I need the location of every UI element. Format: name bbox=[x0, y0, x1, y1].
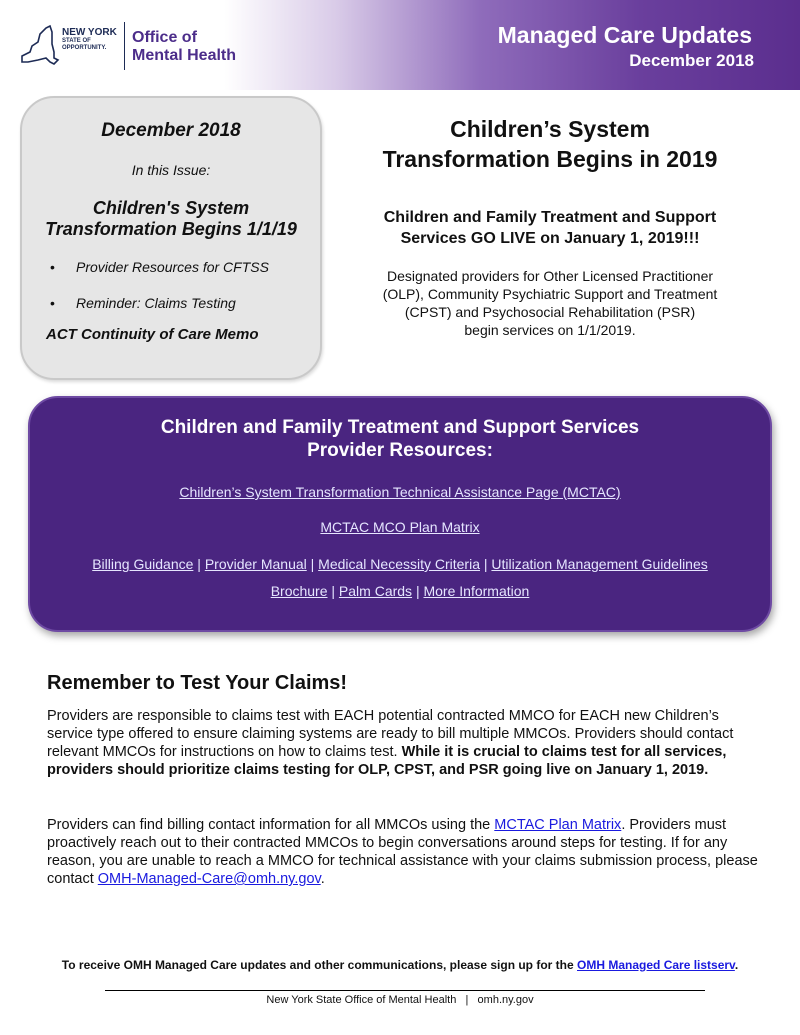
footer-divider bbox=[105, 990, 705, 991]
claims-title: Remember to Test Your Claims! bbox=[47, 672, 348, 694]
billing-guidance-link[interactable]: Billing Guidance bbox=[92, 556, 194, 572]
brochure-link[interactable]: Brochure bbox=[270, 583, 328, 599]
list-item: • Provider Resources for CFTSS bbox=[50, 259, 269, 275]
resources-row-3 bbox=[30, 556, 770, 572]
bullet-icon: • bbox=[50, 295, 55, 311]
article-title: Children’s System Transformation Begins in 2019 bbox=[382, 116, 718, 172]
issue-footer-item: ACT Continuity of Care Memo bbox=[46, 326, 259, 343]
um-guidelines-link[interactable]: Utilization Management Guidelines bbox=[491, 556, 708, 572]
listserv-note: To receive OMH Managed Care updates and other communications, please sign up for the OMH Managed Care listserv. bbox=[61, 958, 739, 972]
separator: | bbox=[197, 556, 201, 572]
issue-date: December 2018 bbox=[101, 120, 241, 141]
claims-paragraph-1: Providers are responsible to claims test with EACH potential contracted MMCO for EACH new Children’s service type offered to ensure claiming systems are ready to bill multiple MMCOs. Providers should contact relevant MMCOs for instructions on how to claims test. While it is crucial to claims test for all services, providers should prioritize claims testing for OLP, CPST, and PSR going live on January 1, 2019. bbox=[47, 708, 734, 778]
claims-paragraph-2: Providers can find billing contact information for all MMCOs using the MCTAC Plan Matrix. Providers must proactively reach out to their contracted MMCOs to begin conversations around steps for testing. If for any reason, you are unable to reach a MMCO for technical assistance with your claims submission process, please contact OMH-Managed-Care@omh.ny.gov. bbox=[47, 817, 758, 887]
issue-label: In this Issue: bbox=[131, 162, 211, 178]
ny-state-map-icon bbox=[18, 22, 60, 70]
issue-list bbox=[50, 258, 269, 330]
issue-headline: Children's System Transformation Begins 1/1/19 bbox=[45, 198, 297, 239]
ny-state-wordmark: NEW YORK STATE OF OPPORTUNITY. bbox=[62, 27, 117, 51]
list-item: • Reminder: Claims Testing bbox=[50, 295, 236, 311]
provider-resources-box bbox=[28, 396, 772, 632]
more-info-link[interactable]: More Information bbox=[423, 583, 530, 599]
omh-email-link[interactable]: OMH-Managed-Care@omh.ny.gov bbox=[97, 871, 321, 887]
resources-row-1 bbox=[30, 484, 770, 500]
provider-manual-link[interactable]: Provider Manual bbox=[204, 556, 307, 572]
palm-cards-link[interactable]: Palm Cards bbox=[338, 583, 413, 599]
logo-divider bbox=[124, 22, 125, 70]
article-body: Designated providers for Other Licensed Practitioner (OLP), Community Psychiatric Support and Treatment (CPST) and Psychosocial Rehabilitation (PSR) begin services on 1/1/2019. bbox=[382, 268, 718, 338]
medical-necessity-link[interactable]: Medical Necessity Criteria bbox=[318, 556, 480, 572]
separator: | bbox=[483, 556, 488, 572]
plan-matrix-inline-link[interactable]: MCTAC Plan Matrix bbox=[494, 817, 622, 833]
mctac-page-link[interactable]: Children’s System Transformation Technical Assistance Page (MCTAC) bbox=[179, 484, 621, 500]
header-banner bbox=[0, 0, 800, 90]
separator: | bbox=[415, 583, 420, 599]
plan-matrix-link[interactable]: MCTAC MCO Plan Matrix bbox=[320, 519, 480, 535]
resources-title: Children and Family Treatment and Support Services Provider Resources: bbox=[160, 417, 640, 461]
omh-wordmark: Office of Mental Health bbox=[132, 29, 237, 64]
listserv-link[interactable]: OMH Managed Care listserv bbox=[577, 958, 735, 972]
resources-row-4 bbox=[30, 583, 770, 599]
in-this-issue-box bbox=[20, 96, 322, 380]
separator: | bbox=[331, 583, 336, 599]
article-subtitle: Children and Family Treatment and Support Services GO LIVE on January 1, 2019!!! bbox=[383, 209, 717, 247]
resources-row-2 bbox=[30, 519, 770, 535]
bullet-icon: • bbox=[50, 259, 55, 275]
separator: | bbox=[310, 556, 315, 572]
footer-org-line: New York State Office of Mental Health | omh.ny.gov bbox=[266, 994, 534, 1006]
newsletter-title: Managed Care Updates bbox=[497, 22, 752, 48]
newsletter-date: December 2018 bbox=[629, 51, 754, 70]
omh-logo[interactable] bbox=[18, 22, 268, 74]
